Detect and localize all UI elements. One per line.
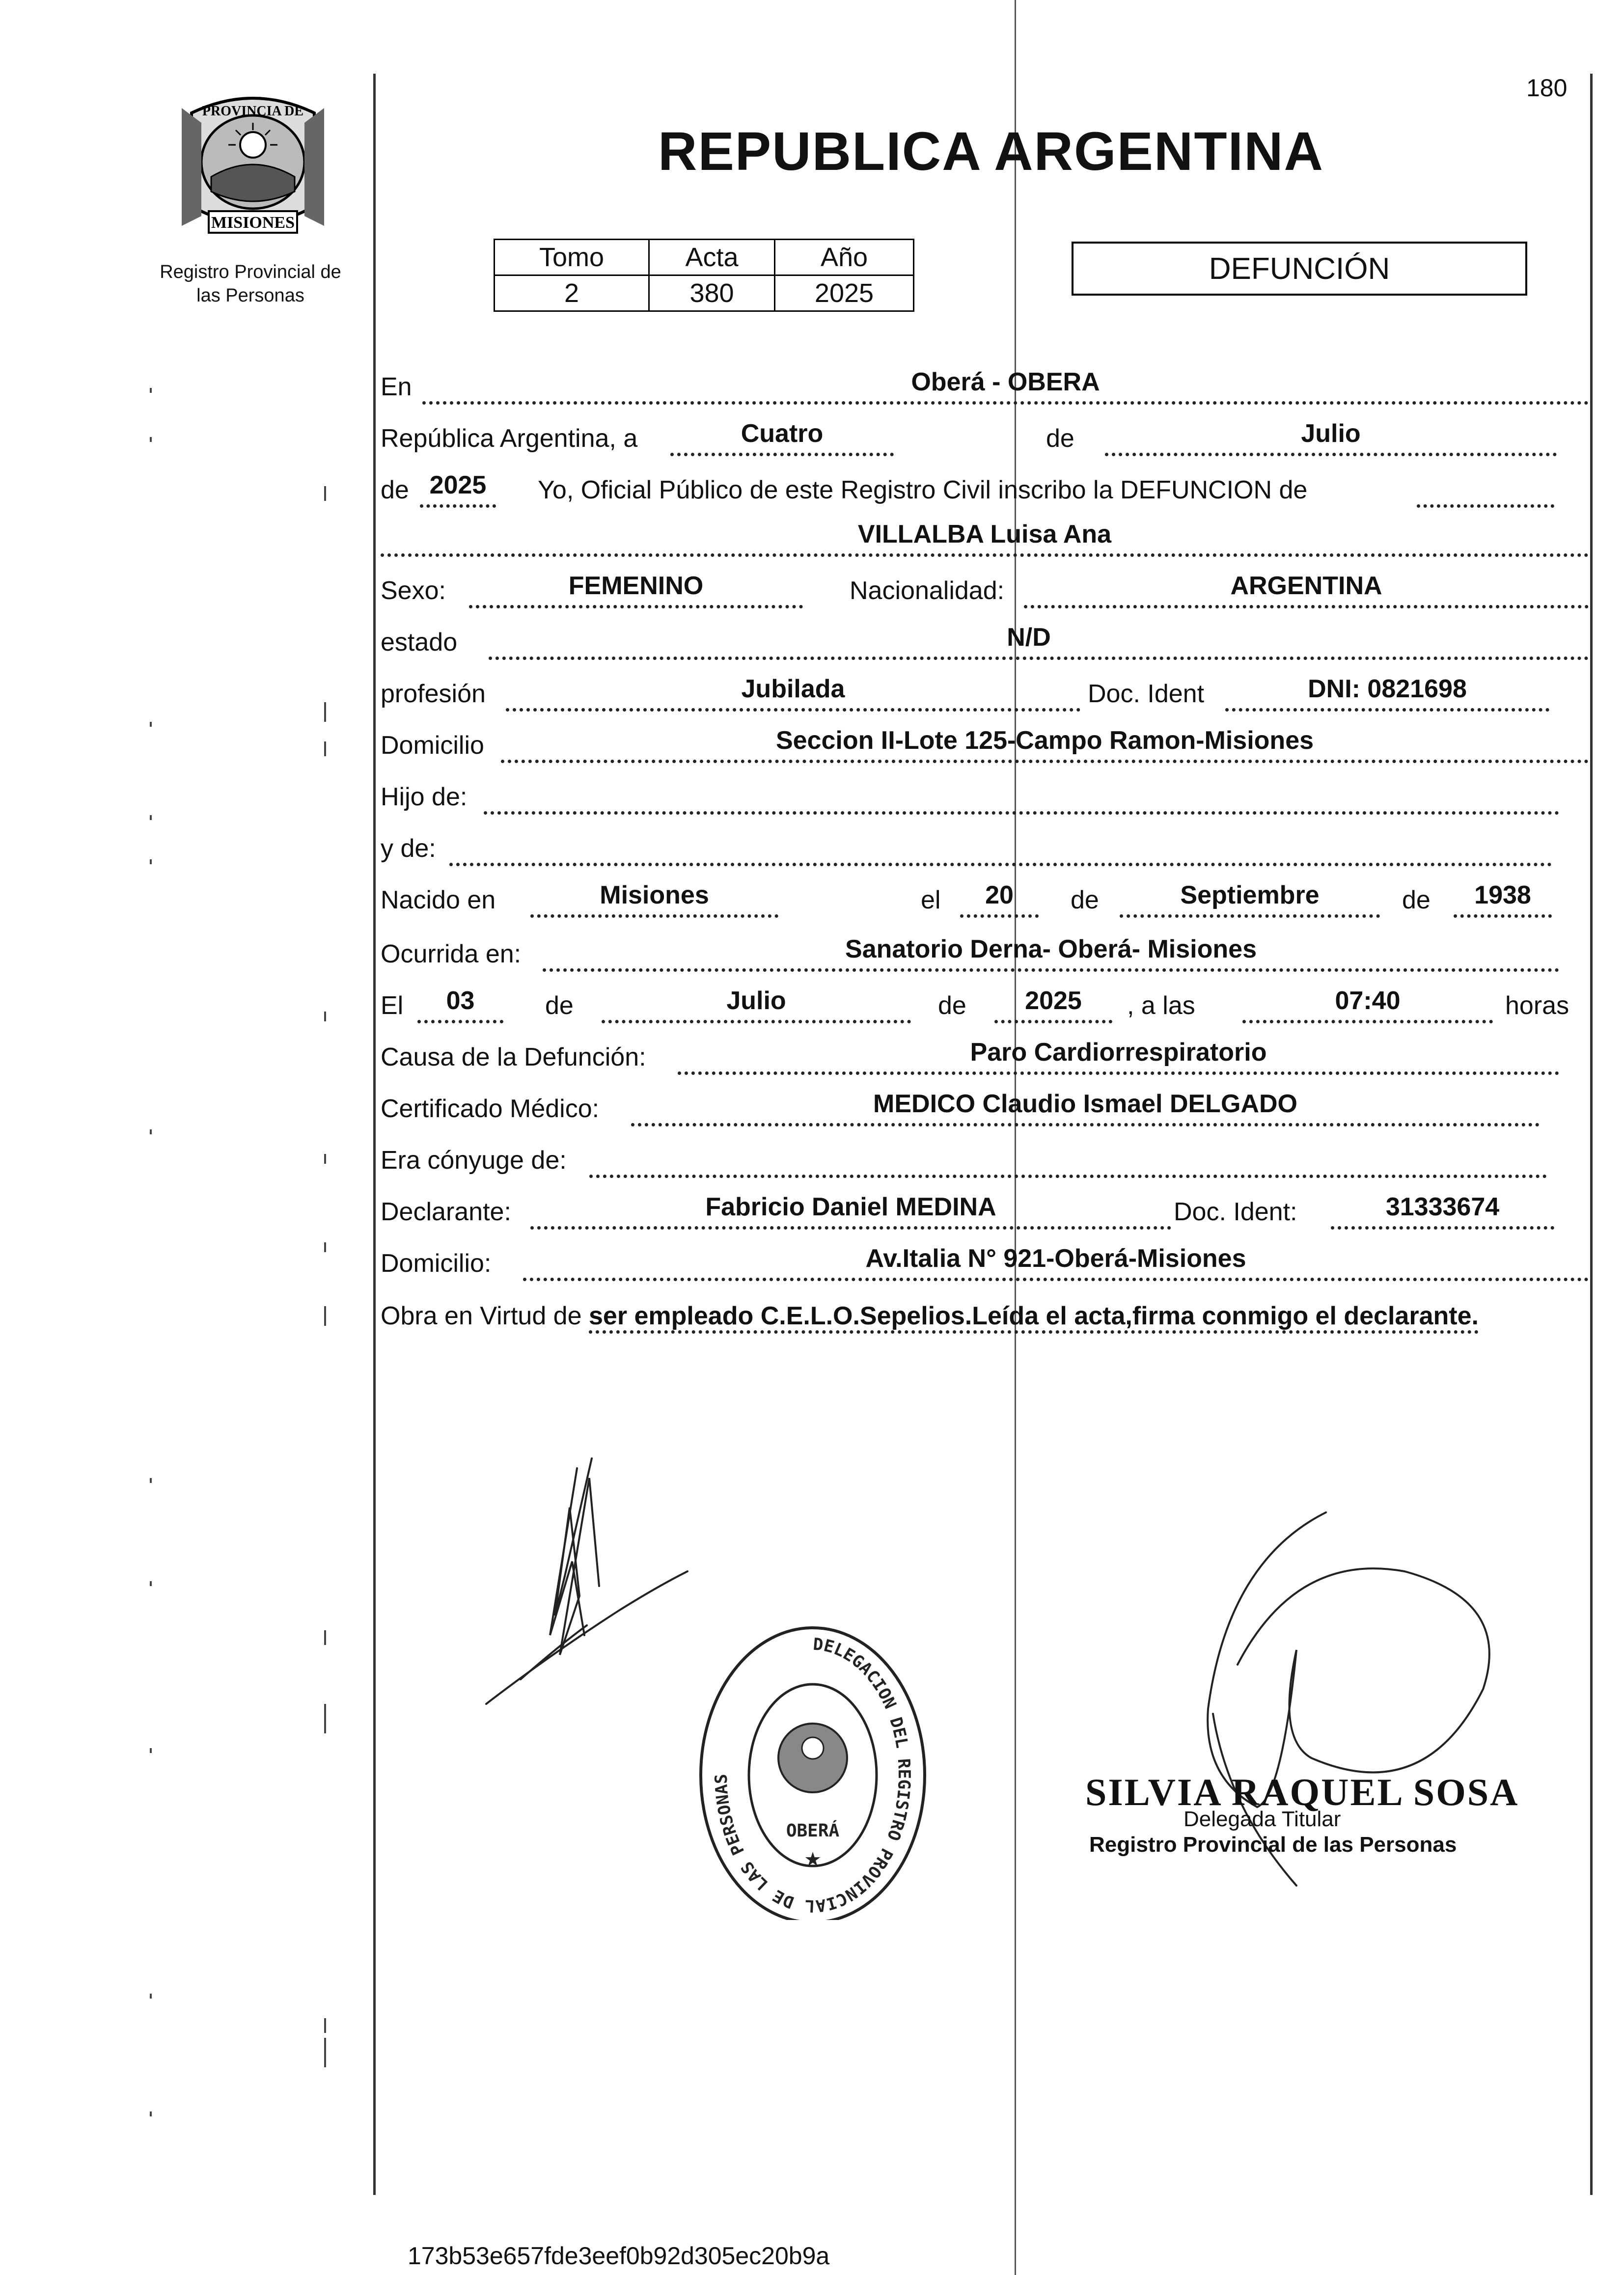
misiones-coat-of-arms-logo [162,93,344,241]
row-republica [381,415,1590,459]
value-domicilio-declarante: Av.Italia N° 921-Oberá-Misiones [865,1244,1246,1273]
value-profesion: Jubilada [741,675,845,703]
logo-caption-line-1: Registro Provincial de [160,262,341,282]
row-hijo-de [381,773,1590,818]
label-de: de [1046,424,1074,453]
label-de: de [1071,886,1099,914]
page-title: REPUBLICA ARGENTINA [658,121,1324,182]
row-en [381,363,1590,408]
fill-line [1417,470,1554,508]
value-death-month: Julio [726,987,786,1015]
value-death-year: 2025 [1025,987,1082,1015]
label-doc-ident: Doc. Ident [1088,680,1205,708]
row-death-date [381,982,1590,1026]
row-ocurrida [381,931,1590,975]
value-sexo: FEMENINO [568,572,704,600]
label-de: de [545,991,574,1020]
value-year: 2025 [429,471,487,499]
row-domicilio [381,722,1590,766]
header-anio: Año [775,240,914,275]
label-el: el [921,886,941,914]
label-nacido-en: Nacido en [381,886,496,914]
signatory-office: Registro Provincial de las Personas [1089,1833,1457,1857]
right-margin-rule [1590,74,1593,2195]
label-sexo: Sexo: [381,576,446,605]
official-stamp [695,1611,931,1920]
book-table-value-row [495,275,914,311]
value-dni: DNI: 0821698 [1308,675,1467,703]
signatory-name: SILVIA RAQUEL SOSA [1085,1771,1519,1813]
row-causa [381,1034,1590,1078]
stamp-star-icon: ★ [804,1848,822,1871]
row-sexo [381,567,1590,611]
logo-bottom-text: MISIONES [211,214,295,232]
label-hijo-de: Hijo de: [381,783,468,811]
value-death-time: 07:40 [1335,987,1401,1015]
value-birth-month: Septiembre [1180,881,1320,909]
value-domicilio: Seccion II-Lote 125-Campo Ramon-Misiones [775,726,1314,755]
label-doc-ident: Doc. Ident: [1174,1198,1297,1226]
label-profesion: profesión [381,680,486,708]
fill-line [484,777,1559,815]
label-de: de [381,476,409,504]
row-estado [381,619,1590,663]
label-conyuge: Era cónyuge de: [381,1146,567,1175]
value-obra: ser empleado C.E.L.O.Sepelios.Leída el acta,firma conmigo el declarante. [589,1302,1479,1334]
statement-text: Yo, Oficial Público de este Registro Civil inscribo la DEFUNCION de [538,476,1308,504]
declarant-signature [471,1449,697,1724]
value-causa: Paro Cardiorrespiratorio [970,1038,1267,1067]
value-day-word: Cuatro [741,419,824,448]
label-de: de [1402,886,1431,914]
document-hash: 173b53e657fde3eef0b92d305ec20b9a [408,2242,830,2270]
value-certificado: MEDICO Claudio Ismael DELGADO [873,1090,1297,1118]
logo-caption [147,260,354,307]
margin-scan-dots [147,344,344,2161]
value-nacionalidad: ARGENTINA [1230,572,1382,600]
label-en: En [381,373,412,401]
fill-line [589,1140,1547,1178]
value-declarante-doc: 31333674 [1385,1193,1500,1221]
row-deceased-name [381,516,1590,560]
label-republica: República Argentina, a [381,424,638,453]
row-conyuge [381,1137,1590,1181]
value-death-day: 03 [446,987,475,1015]
value-birth-place: Misiones [600,881,709,909]
label-ocurrida-en: Ocurrida en: [381,940,522,968]
header-acta: Acta [649,240,775,275]
left-margin-rule [373,74,376,2195]
row-year-statement [381,466,1590,511]
value-tomo: 2 [495,275,649,311]
value-ocurrida: Sanatorio Derna- Oberá- Misiones [845,935,1257,963]
value-acta: 380 [649,275,775,311]
value-deceased-name: VILLALBA Luisa Ana [857,520,1112,548]
record-type-box [1072,242,1527,296]
label-declarante: Declarante: [381,1198,511,1226]
row-profesion [381,670,1590,714]
row-y-de [381,825,1590,869]
stamp-center-text: OBERÁ [786,1821,840,1841]
row-nacido [381,877,1590,921]
book-table-header-row [495,240,914,275]
record-type-label: DEFUNCIÓN [1209,251,1390,286]
stamp-ring-text: DELEGACION DEL REGISTRO PROVINCIAL DE LAS PERSONAS [711,1634,914,1916]
official-signature [1149,1503,1552,1935]
value-birth-day: 20 [985,881,1014,909]
label-horas: horas [1505,991,1569,1020]
label-y-de: y de: [381,834,436,863]
value-anio: 2025 [775,275,914,311]
label-nacionalidad: Nacionalidad: [850,576,1005,605]
page-number: 180 [1526,74,1568,102]
label-obra: Obra en Virtud de [381,1302,582,1330]
logo-top-text: PROVINCIA DE [202,104,304,119]
row-certificado [381,1085,1590,1129]
label-domicilio: Domicilio: [381,1249,492,1278]
value-birth-year: 1938 [1474,881,1531,909]
label-de: de [938,991,966,1020]
logo-caption-line-2: las Personas [196,285,304,306]
header-tomo: Tomo [495,240,649,275]
label-el: El [381,991,404,1020]
label-certificado: Certificado Médico: [381,1095,600,1123]
label-causa: Causa de la Defunción: [381,1043,646,1071]
value-declarante: Fabricio Daniel MEDINA [705,1193,996,1221]
value-estado: N/D [1007,623,1051,652]
row-declarante [381,1188,1590,1233]
book-reference-table [494,239,914,312]
row-domicilio-declarante [381,1240,1590,1284]
value-month: Julio [1301,419,1361,448]
label-domicilio: Domicilio [381,731,484,760]
label-estado: estado [381,628,458,657]
obra-en-virtud-paragraph [381,1296,1589,1336]
value-en: Oberá - OBERA [911,368,1100,396]
label-a-las: , a las [1127,991,1195,1020]
fill-line [449,828,1552,866]
signatory-role: Delegada Titular [1184,1807,1341,1831]
